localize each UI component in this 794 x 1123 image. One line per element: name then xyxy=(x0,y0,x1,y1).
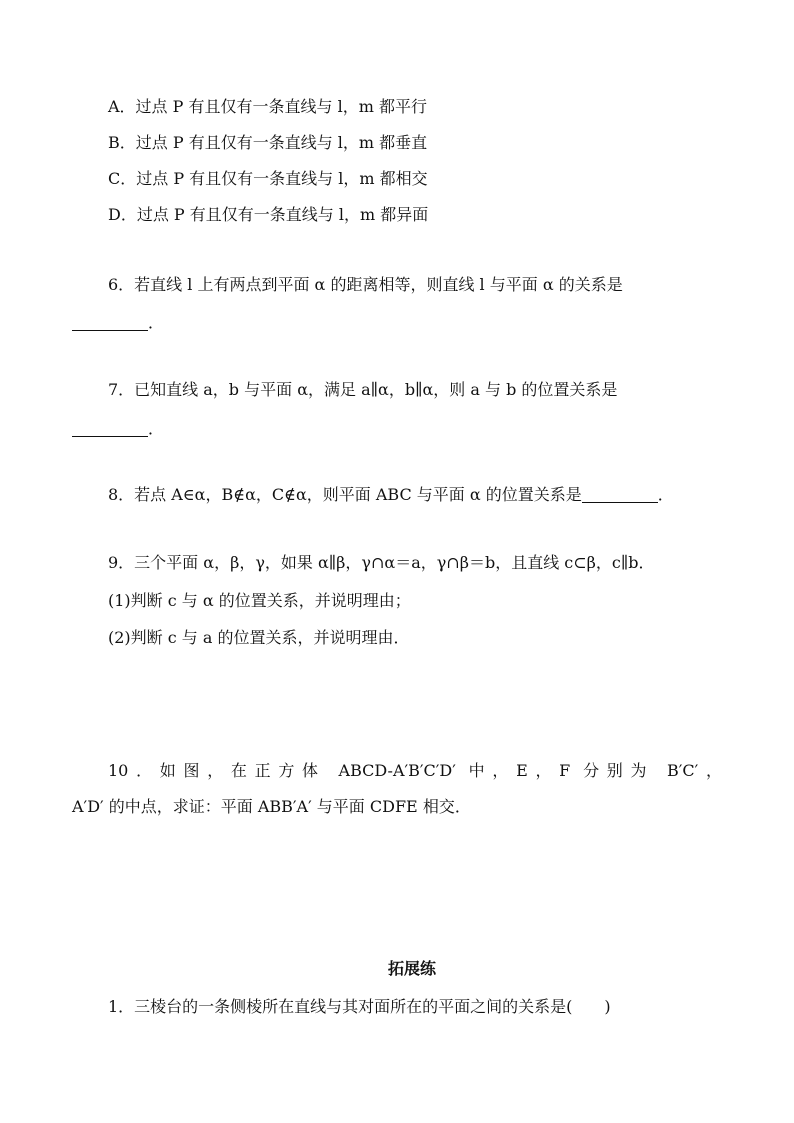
question-7-text: 7．已知直线 a，b 与平面 α，满足 a∥α，b∥α，则 a 与 b 的位置关系是 xyxy=(108,380,618,399)
question-8-end: ． xyxy=(657,485,674,504)
question-7-end: ． xyxy=(148,419,165,438)
extension-question-1: 1．三棱台的一条侧棱所在直线与其对面所在的平面之间的关系是( ) xyxy=(108,997,611,1016)
answer-blank[interactable] xyxy=(582,486,658,503)
option-d: D．过点 P 有且仅有一条直线与 l，m 都异面 xyxy=(108,205,429,224)
question-6-answer-line xyxy=(72,312,164,334)
question-6-text: 6．若直线 l 上有两点到平面 α 的距离相等，则直线 l 与平面 α 的关系是 xyxy=(108,275,623,294)
section-title: 拓展练 xyxy=(388,959,437,978)
question-10-line-2: A′D′ 的中点，求证：平面 ABB′A′ 与平面 CDFE 相交． xyxy=(72,797,471,816)
question-9-text: 9．三个平面 α，β，γ，如果 α∥β，γ∩α＝a，γ∩β＝b，且直线 c⊂β，c∥b． xyxy=(108,553,655,572)
option-b: B．过点 P 有且仅有一条直线与 l，m 都垂直 xyxy=(108,133,428,152)
question-8 xyxy=(108,484,674,506)
question-7-answer-line xyxy=(72,418,164,440)
question-9-part-2: (2)判断 c 与 a 的位置关系，并说明理由． xyxy=(108,628,410,647)
question-6-end: ． xyxy=(148,313,165,332)
answer-blank[interactable] xyxy=(72,420,148,437)
question-9-part-1: (1)判断 c 与 α 的位置关系，并说明理由； xyxy=(108,591,411,610)
option-c: C．过点 P 有且仅有一条直线与 l，m 都相交 xyxy=(108,169,428,188)
answer-blank[interactable] xyxy=(72,314,148,331)
question-10-line-1: 10．如图，在正方体 ABCD-A′B′C′D′ 中，E，F 分别为 B′C′， xyxy=(108,761,722,780)
option-a: A．过点 P 有且仅有一条直线与 l，m 都平行 xyxy=(108,97,427,116)
question-8-text: 8．若点 A∈α，B∉α，C∉α，则平面 ABC 与平面 α 的位置关系是 xyxy=(108,485,582,504)
